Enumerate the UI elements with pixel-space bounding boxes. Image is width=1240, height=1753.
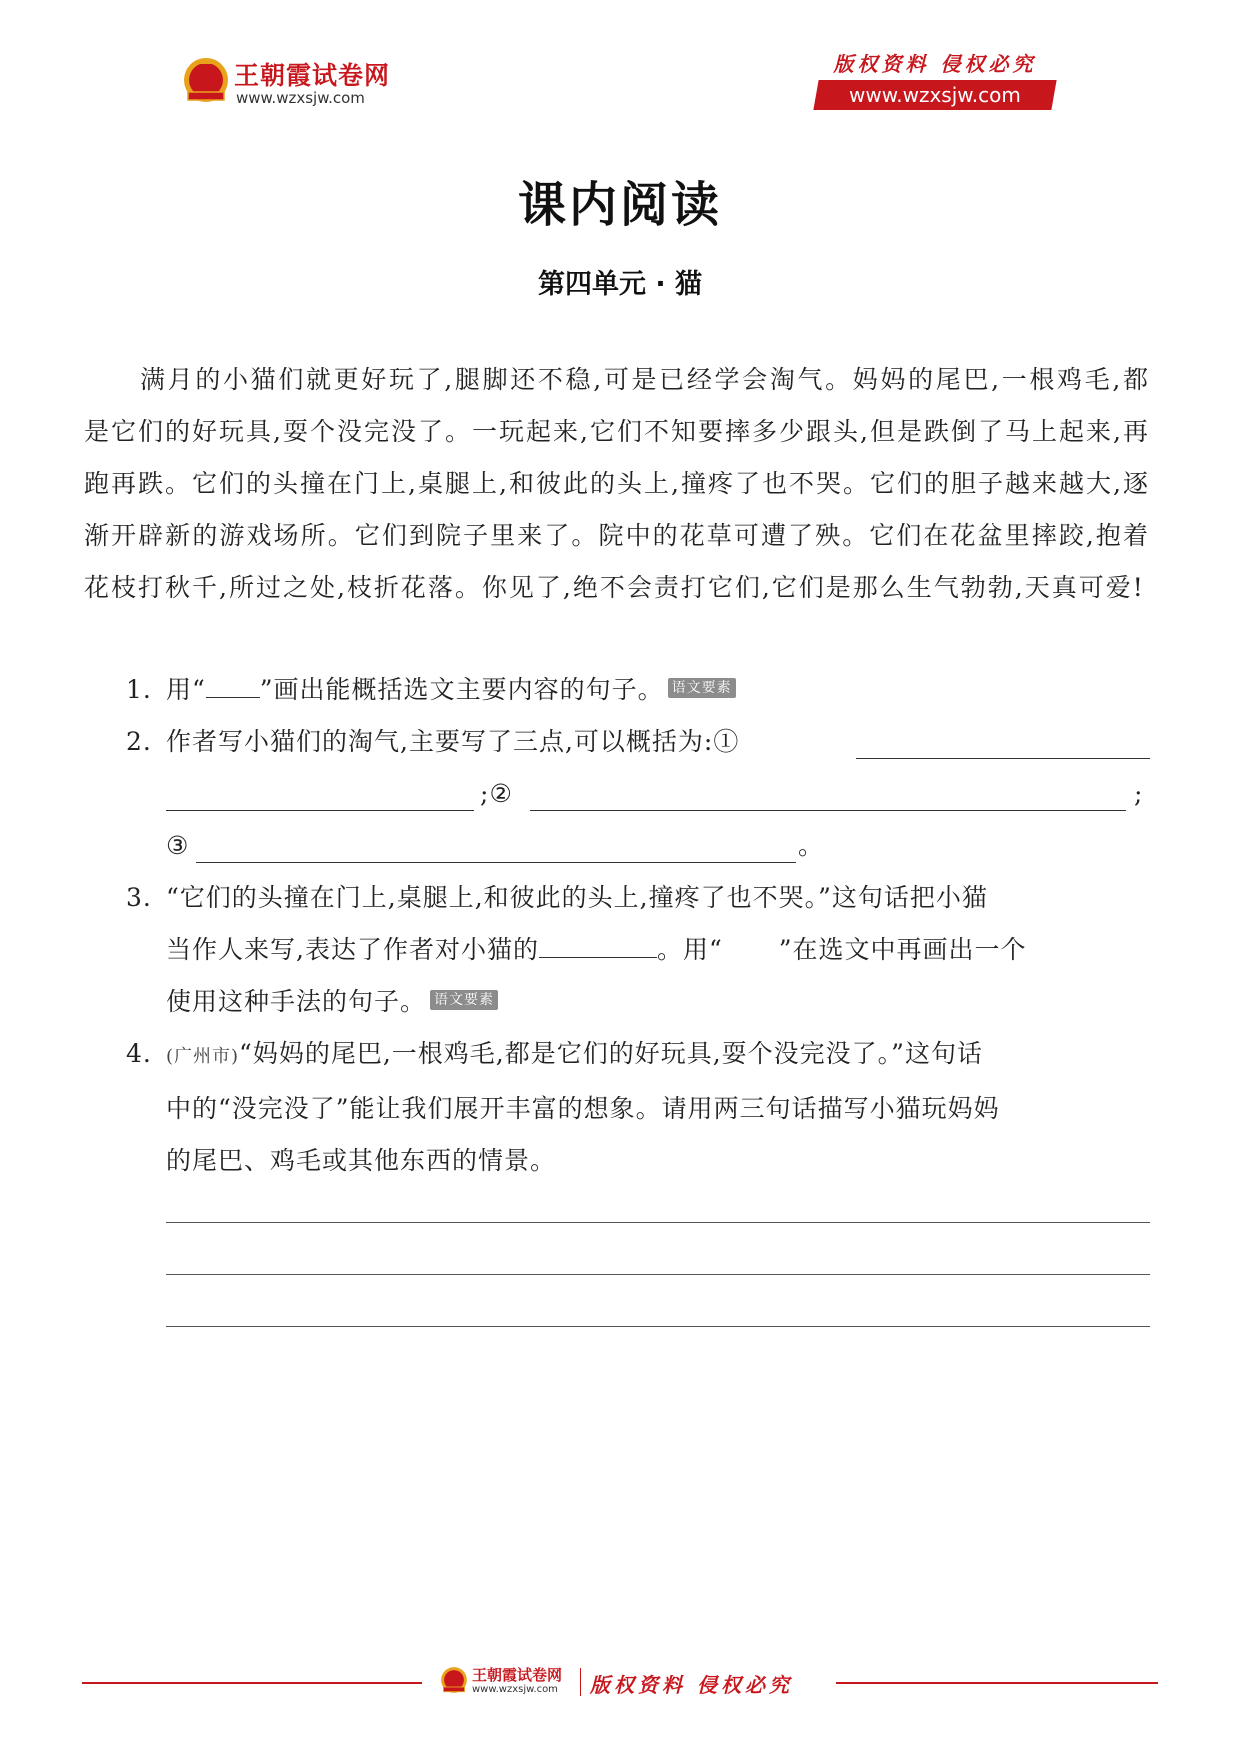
question-2-line3	[166, 820, 189, 872]
question-text: “它们的头撞在门上,桌腿上,和彼此的头上,撞疼了也不哭。”这句话把小猫	[166, 883, 988, 912]
copyright-badge	[816, 48, 1054, 110]
answer-writing-line[interactable]	[166, 1222, 1150, 1223]
question-text: 当作人来写,表达了作者对小猫的	[166, 935, 539, 964]
footer-logo-title: 王朝霞试卷网	[472, 1666, 563, 1684]
logo-url[interactable]: www.wzxsjw.com	[236, 89, 365, 107]
question-text-line3	[166, 976, 1150, 1028]
question-text-line1	[166, 1028, 1150, 1083]
question-text: 用“	[166, 675, 206, 704]
page-subtitle: 第四单元 · 猫	[537, 269, 703, 300]
period: 。	[798, 831, 825, 860]
wavy-line-mark-blank	[723, 936, 779, 958]
footer-brand	[440, 1664, 830, 1702]
answer-blank-3[interactable]	[196, 862, 796, 863]
region-label: (广州市)	[166, 1046, 240, 1067]
logo-title: 王朝霞试卷网	[234, 61, 391, 90]
copyright-text: 版权资料 侵权必究	[833, 52, 1037, 76]
question-text: 使用这种手法的句子。	[166, 987, 427, 1016]
footer-copyright-text: 版权资料 侵权必究	[590, 1673, 793, 1697]
footer-rule-left	[82, 1682, 422, 1684]
question-text: 。用“	[656, 935, 723, 964]
answer-blank-2[interactable]	[530, 810, 1126, 811]
question-number: 2.	[126, 727, 152, 756]
question-text: 作者写小猫们的淘气,主要写了三点,可以概括为:	[166, 727, 714, 756]
separator: ;	[480, 779, 490, 808]
question-text: 中的“没完没了”能让我们展开丰富的想象。请用两三句话描写小猫玩妈妈	[166, 1094, 1000, 1123]
footer-rule-right	[836, 1682, 1158, 1684]
answer-marker-3: ③	[166, 831, 190, 860]
question-text: 的尾巴、鸡毛或其他东西的情景。	[166, 1146, 557, 1175]
seal-emblem-icon	[182, 56, 230, 104]
question-2-line3-end	[798, 820, 824, 872]
answer-blank-1a[interactable]	[856, 758, 1150, 759]
page-title: 课内阅读	[517, 177, 722, 233]
answer-marker-1: ①	[713, 727, 740, 756]
answer-writing-line[interactable]	[166, 1274, 1150, 1275]
site-logo	[182, 52, 422, 116]
answer-writing-line[interactable]	[166, 1326, 1150, 1327]
question-text: ”画出能概括选文主要内容的句子。	[259, 675, 664, 704]
answer-marker-2: ②	[489, 779, 513, 808]
seal-emblem-icon	[440, 1666, 468, 1694]
reading-passage: 满月的小猫们就更好玩了,腿脚还不稳,可是已经学会淘气。妈妈的尾巴,一根鸡毛,都是它们的好玩具,耍个没完没了。一玩起来,它们不知要摔多少跟头,但是跌倒了马上起来,再跑再跌。它们的头撞在门上,桌腿上,和彼此的头上,撞疼了也不哭。它们的胆子越来越大,逐渐开辟新的游戏场所。它们到院子里来了。院中的花草可遭了殃。它们在花盆里摔跤,抱着花枝打秋千,所过之处,枝折花落。你见了,绝不会责打它们,它们是那么生气勃勃,天真可爱!	[84, 365, 1150, 602]
question-text-line2	[166, 924, 1150, 976]
question-number: 3.	[126, 883, 152, 912]
question-text: “妈妈的尾巴,一根鸡毛,都是它们的好玩具,耍个没完没了。”这句话	[239, 1039, 983, 1068]
question-text: ”在选文中再画出一个	[778, 935, 1027, 964]
question-number: 1.	[126, 675, 152, 704]
copyright-url-banner[interactable]	[813, 80, 1056, 110]
question-2-end	[1134, 768, 1143, 820]
footer-divider	[580, 1668, 581, 1696]
copyright-url: www.wzxsjw.com	[849, 83, 1021, 107]
separator: ;	[1134, 779, 1144, 808]
question-2-line2	[480, 768, 513, 820]
language-element-tag: 语文要素	[668, 678, 736, 698]
footer-logo-url[interactable]: www.wzxsjw.com	[472, 1684, 558, 1695]
language-element-tag: 语文要素	[430, 990, 498, 1010]
straight-line-mark-blank	[206, 675, 260, 698]
question-number: 4.	[126, 1039, 152, 1068]
answer-blank-feeling[interactable]	[539, 935, 657, 958]
answer-blank-1b[interactable]	[166, 810, 474, 811]
